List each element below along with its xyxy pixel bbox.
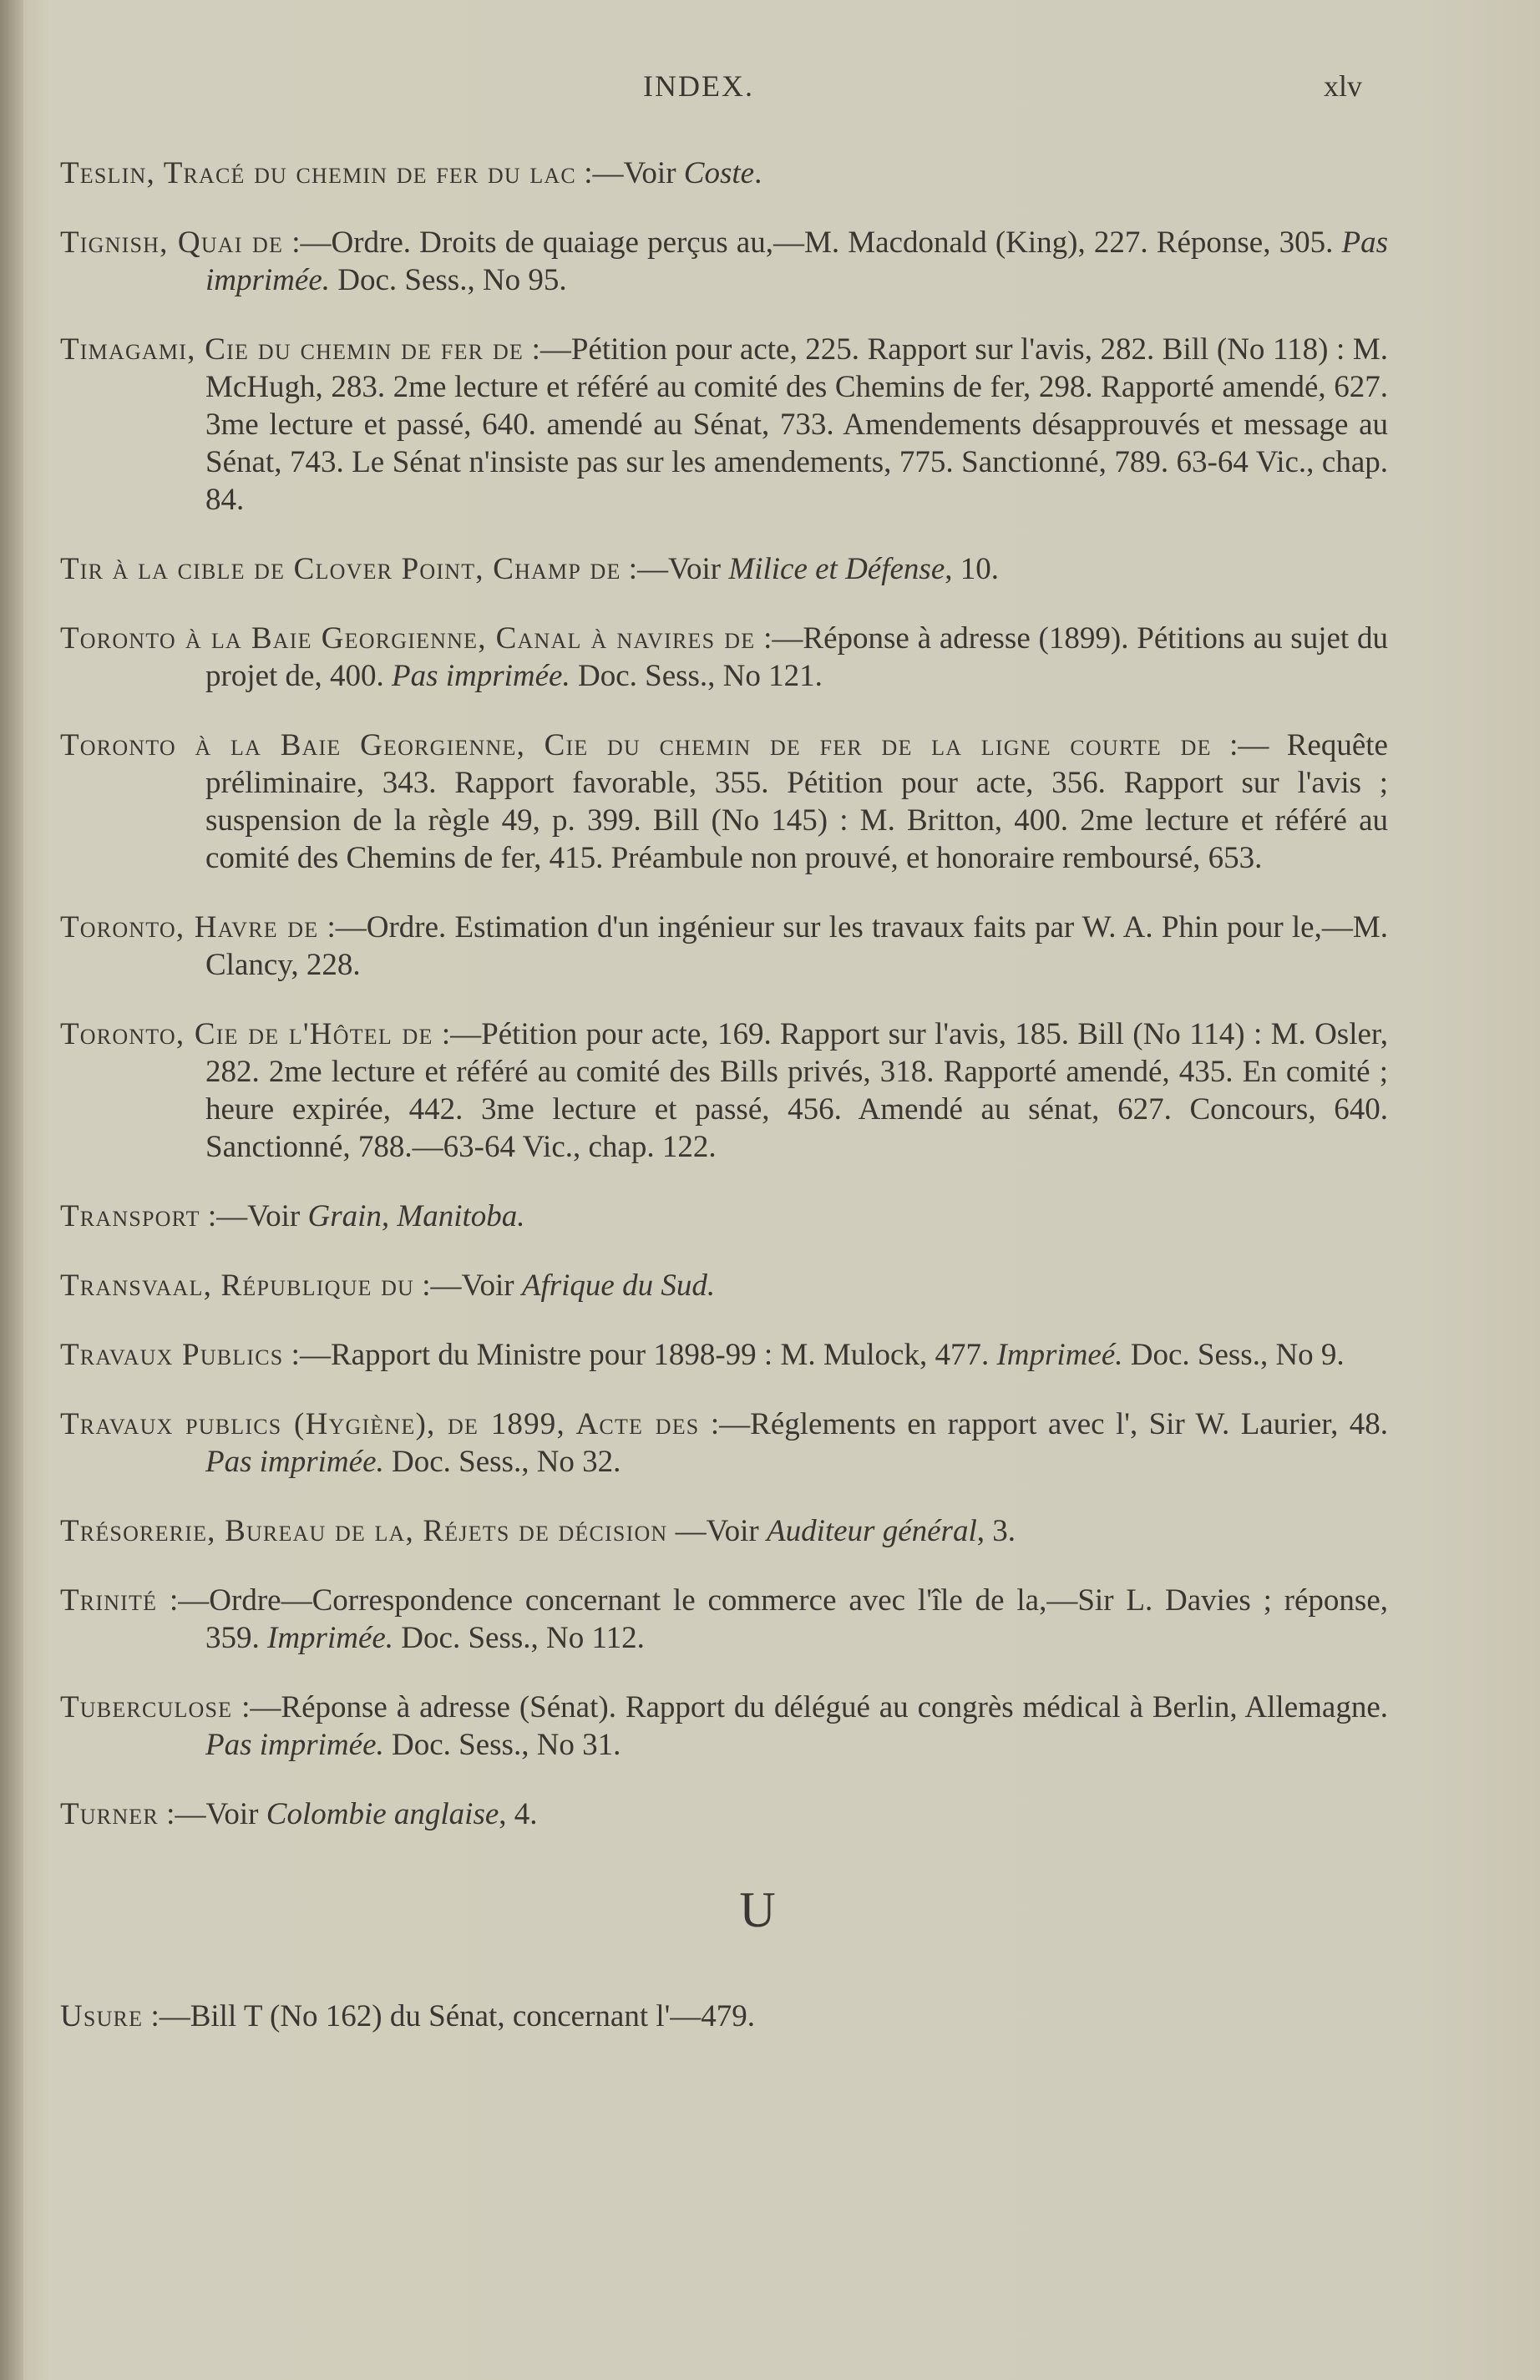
index-entry bbox=[60, 1998, 1388, 2035]
entry-text: :—Voir bbox=[575, 156, 684, 190]
index-section-u bbox=[60, 1998, 1388, 2035]
page-title: INDEX. bbox=[643, 69, 754, 103]
entry-reference-italic: Coste bbox=[683, 156, 755, 190]
index-entry bbox=[60, 1267, 1388, 1304]
index-entries bbox=[60, 154, 1388, 2067]
entry-reference-italic: Pas imprimée. bbox=[205, 225, 1388, 297]
entry-reference-italic: Auditeur général bbox=[766, 1514, 977, 1548]
entry-text: :—Pétition pour acte, 225. Rapport sur l'avis, 282. Bill (No 118) : M. McHugh, 283. 2me lecture et référé au comité des Chemins de fer, 298. Rapporté amendé, 627. 3me lecture et passé, 640. amendé au Sénat, 733. Amendements désapprouvés et message au Sénat, 743. Le Sénat n'insiste pas sur les amendements, 775. Sanctionné, 789. 63-64 Vic., chap. 84. bbox=[205, 332, 1388, 517]
entry-heading: Travaux Publics bbox=[60, 1338, 284, 1372]
index-entry bbox=[60, 620, 1388, 695]
entry-text: Doc. Sess., No 121. bbox=[570, 659, 823, 693]
entry-text: :— Requête préliminaire, 343. Rapport favorable, 355. Pétition pour acte, 356. Rapport sur l'avis ; suspension de la règle 49, p. 399. Bill (No 145) : M. Britton, 400. 2me lecture et référé au comité des Chemins de fer, 415. Préambule non prouvé, et honoraire remboursé, 653. bbox=[205, 728, 1388, 875]
entry-text: :—Réponse à adresse (1899). Pétitions au sujet du projet de, 400. bbox=[205, 621, 1388, 693]
index-entry bbox=[60, 550, 1388, 588]
entry-reference-italic: Pas imprimée. bbox=[391, 659, 570, 693]
index-entry bbox=[60, 1795, 1388, 1833]
index-entry bbox=[60, 331, 1388, 519]
entry-text: , 10. bbox=[945, 552, 999, 586]
entry-heading: Tignish, Quai de bbox=[60, 225, 284, 260]
entry-reference-italic: Afrique du Sud. bbox=[521, 1268, 716, 1303]
entry-heading: Timagami, Cie du chemin de fer de bbox=[60, 332, 524, 367]
entry-text: —Voir bbox=[667, 1514, 767, 1548]
entry-text: :—Rapport du Ministre pour 1898-99 : M. Mulock, 477. bbox=[283, 1338, 997, 1372]
entry-text: :—Bill T (No 162) du Sénat, concernant l'—479. bbox=[143, 1999, 756, 2033]
entry-text: :—Voir bbox=[158, 1797, 266, 1831]
entry-heading: Trinité bbox=[60, 1583, 158, 1618]
entry-heading: Tir à la cible de Clover Point, Champ de bbox=[60, 552, 621, 586]
entry-heading: Toronto à la Baie Georgienne, Cie du chemin de fer de la ligne courte de bbox=[60, 728, 1212, 762]
entry-heading: Toronto, Cie de l'Hôtel de bbox=[60, 1017, 433, 1051]
entry-text: :—Ordre. Estimation d'un ingénieur sur les travaux faits par W. A. Phin pour le,—M. Clancy, 228. bbox=[205, 910, 1388, 982]
index-entry bbox=[60, 1405, 1388, 1481]
entry-text: Doc. Sess., No 32. bbox=[383, 1445, 621, 1479]
entry-text: Doc. Sess., No 9. bbox=[1122, 1338, 1345, 1372]
entry-reference-italic: Pas imprimée. bbox=[205, 1445, 384, 1479]
index-entry bbox=[60, 909, 1388, 984]
entry-text: :—Réglements en rapport avec l', Sir W. Laurier, 48. bbox=[699, 1407, 1388, 1441]
index-entry bbox=[60, 1336, 1388, 1374]
index-section-t bbox=[60, 154, 1388, 1833]
entry-heading: Trésorerie, Bureau de la, Réjets de décision bbox=[60, 1514, 668, 1548]
entry-reference-italic: Grain, Manitoba. bbox=[307, 1199, 525, 1233]
index-entry bbox=[60, 224, 1388, 299]
index-entry bbox=[60, 1015, 1388, 1166]
entry-text: :—Voir bbox=[414, 1268, 522, 1303]
entry-reference-italic: Imprimeé. bbox=[996, 1338, 1123, 1372]
entry-reference-italic: Milice et Défense bbox=[728, 552, 945, 586]
entry-text: :—Voir bbox=[200, 1199, 308, 1233]
entry-heading: Transvaal, République du bbox=[60, 1268, 415, 1303]
entry-heading: Tuberculose bbox=[60, 1690, 233, 1724]
index-entry bbox=[60, 727, 1388, 877]
entry-text: :—Ordre. Droits de quaiage perçus au,—M. Macdonald (King), 227. Réponse, 305. bbox=[283, 225, 1342, 260]
index-entry bbox=[60, 1582, 1388, 1657]
entry-text: , 3. bbox=[976, 1514, 1016, 1548]
entry-text: :—Réponse à adresse (Sénat). Rapport du délégué au congrès médical à Berlin, Allemagne. bbox=[232, 1690, 1388, 1724]
index-entry bbox=[60, 154, 1388, 192]
entry-text: , 4. bbox=[499, 1797, 538, 1831]
entry-text: :—Voir bbox=[621, 552, 729, 586]
entry-heading: Toronto, Havre de bbox=[60, 910, 319, 944]
entry-text: :—Pétition pour acte, 169. Rapport sur l'avis, 185. Bill (No 114) : M. Osler, 282. 2me lecture et référé au comité des Bills privés, 318. Rapporté amendé, 435. En comité ; heure expirée, 442. 3me lecture et passé, 456. Amendé au sénat, 627. Concours, 640. Sanctionné, 788.—63-64 Vic., chap. 122. bbox=[205, 1017, 1388, 1164]
index-entry bbox=[60, 1512, 1388, 1550]
index-entry bbox=[60, 1198, 1388, 1235]
entry-text: :—Ordre—Correspondence concernant le commerce avec l'île de la,—Sir L. Davies ; réponse, 359. bbox=[157, 1583, 1388, 1655]
entry-heading: Usure bbox=[60, 1999, 144, 2033]
entry-heading: Toronto à la Baie Georgienne, Canal à navires de bbox=[60, 621, 756, 656]
page-binding-edge bbox=[0, 0, 23, 2380]
entry-heading: Transport bbox=[60, 1199, 200, 1233]
section-letter-heading: U bbox=[739, 1882, 776, 1937]
entry-text: Doc. Sess., No 95. bbox=[330, 263, 567, 297]
entry-text: . bbox=[754, 156, 762, 190]
entry-reference-italic: Imprimée. bbox=[267, 1621, 394, 1655]
entry-heading: Teslin, Tracé du chemin de fer du lac bbox=[60, 156, 576, 190]
entry-heading: Travaux publics (Hygiène), de 1899, Acte des bbox=[60, 1407, 700, 1441]
entry-text: Doc. Sess., No 112. bbox=[393, 1621, 645, 1655]
entry-reference-italic: Colombie anglaise bbox=[266, 1797, 499, 1831]
entry-heading: Turner bbox=[60, 1797, 159, 1831]
index-entry bbox=[60, 1689, 1388, 1764]
page-header bbox=[0, 68, 1540, 119]
entry-text: Doc. Sess., No 31. bbox=[383, 1728, 621, 1762]
entry-reference-italic: Pas imprimée. bbox=[205, 1728, 384, 1762]
page-number: xlv bbox=[1324, 69, 1363, 103]
